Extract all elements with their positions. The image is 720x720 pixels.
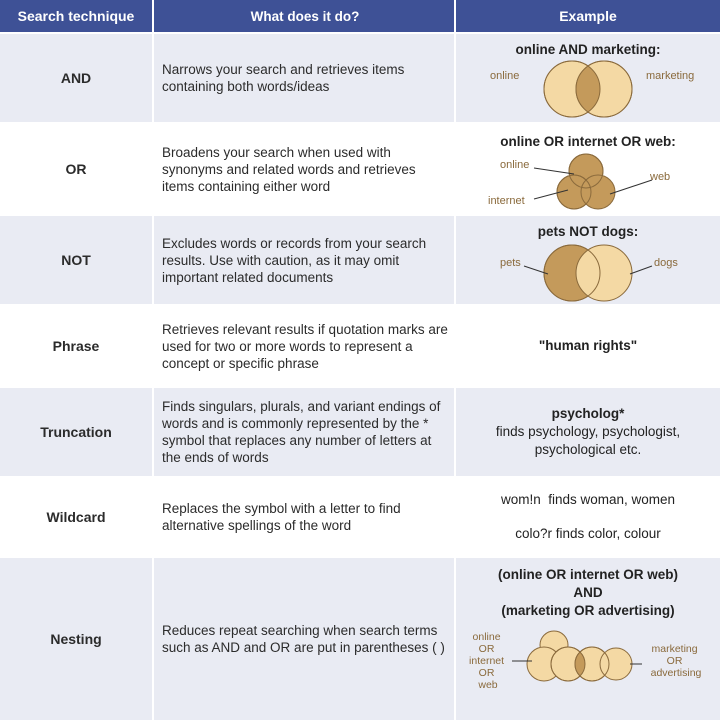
row-phrase-technique: Phrase — [0, 306, 152, 386]
nesting-right-label: marketing OR advertising — [650, 643, 702, 679]
row-nesting-description-text: Reduces repeat searching when search terms such as AND and OR are put in parentheses ( ) — [162, 623, 445, 655]
row-or-technique: OR — [0, 124, 152, 214]
or-label-online: online — [500, 159, 530, 171]
and-venn-diagram — [456, 34, 720, 122]
row-not-example — [456, 216, 720, 304]
nesting-venn-diagram — [456, 558, 720, 720]
or-label-internet: internet — [488, 195, 525, 207]
truncation-example-line3: psychological etc. — [534, 442, 642, 457]
row-wildcard-technique: Wildcard — [0, 478, 152, 556]
row-not-technique: NOT — [0, 216, 152, 304]
row-wildcard-example — [456, 478, 720, 556]
not-circle-dogs — [576, 245, 632, 301]
truncation-example-line2: finds psychology, psychologist, — [495, 424, 681, 439]
and-example-title: online AND marketing: — [515, 42, 661, 57]
header-description: What does it do? — [154, 0, 454, 32]
row-nesting-technique: Nesting — [0, 558, 152, 720]
row-phrase-description-text: Retrieves relevant results if quotation marks are used for two or more words to represent a concept or specific phrase — [162, 321, 448, 371]
wildcard-example-line2: colo?r finds color, colour — [515, 526, 661, 541]
or-venn-diagram — [456, 124, 720, 214]
wildcard-example-line1: wom!n finds woman, women — [500, 492, 676, 507]
row-or-description-text: Broadens your search when used with synonyms and related words and retrieves items containing either word — [162, 144, 416, 194]
row-not-description — [154, 216, 454, 304]
or-example-title: online OR internet OR web: — [500, 134, 676, 149]
row-truncation-technique: Truncation — [0, 388, 152, 476]
row-and-description-text: Narrows your search and retrieves items containing both words/ideas — [162, 62, 405, 94]
and-label-online: online — [490, 70, 520, 82]
nesting-left-label: online OR internet OR web — [469, 631, 505, 691]
row-not-description-text: Excludes words or records from your search results. Use with caution, as it may omit important related documents — [162, 235, 427, 285]
row-truncation-example — [456, 388, 720, 476]
not-example-title: pets NOT dogs: — [537, 224, 639, 239]
row-or-description — [154, 124, 454, 214]
truncation-example-line1: psycholog* — [551, 406, 625, 421]
row-and-description — [154, 34, 454, 122]
or-label-web: web — [650, 171, 671, 183]
row-or-example — [456, 124, 720, 214]
not-label-pets: pets — [500, 257, 521, 269]
header-technique: Search technique — [0, 0, 152, 32]
row-wildcard-description — [154, 478, 454, 556]
row-phrase-example — [456, 306, 720, 386]
row-and-example — [456, 34, 720, 122]
nesting-example-line3: (marketing OR advertising) — [501, 603, 675, 618]
header-example: Example — [456, 0, 720, 32]
and-label-marketing: marketing — [646, 70, 695, 82]
nesting-example-line2: AND — [573, 585, 603, 600]
not-venn-diagram — [456, 216, 720, 304]
nesting-example-line1: (online OR internet OR web) — [497, 567, 678, 582]
row-wildcard-description-text: Replaces the symbol with a letter to find alternative spellings of the word — [162, 501, 401, 533]
phrase-example-text: "human rights" — [538, 338, 638, 353]
row-nesting-example — [456, 558, 720, 720]
row-truncation-description — [154, 388, 454, 476]
not-label-dogs: dogs — [654, 257, 678, 269]
row-nesting-description — [154, 558, 454, 720]
row-truncation-description-text: Finds singulars, plurals, and variant endings of words and is commonly represented by the * symbol that replaces any number of letters at the ends of words — [162, 399, 441, 465]
wildcard-example-block — [456, 491, 720, 543]
row-and-technique: AND — [0, 34, 152, 122]
truncation-example-block — [456, 405, 720, 459]
row-phrase-description — [154, 306, 454, 386]
